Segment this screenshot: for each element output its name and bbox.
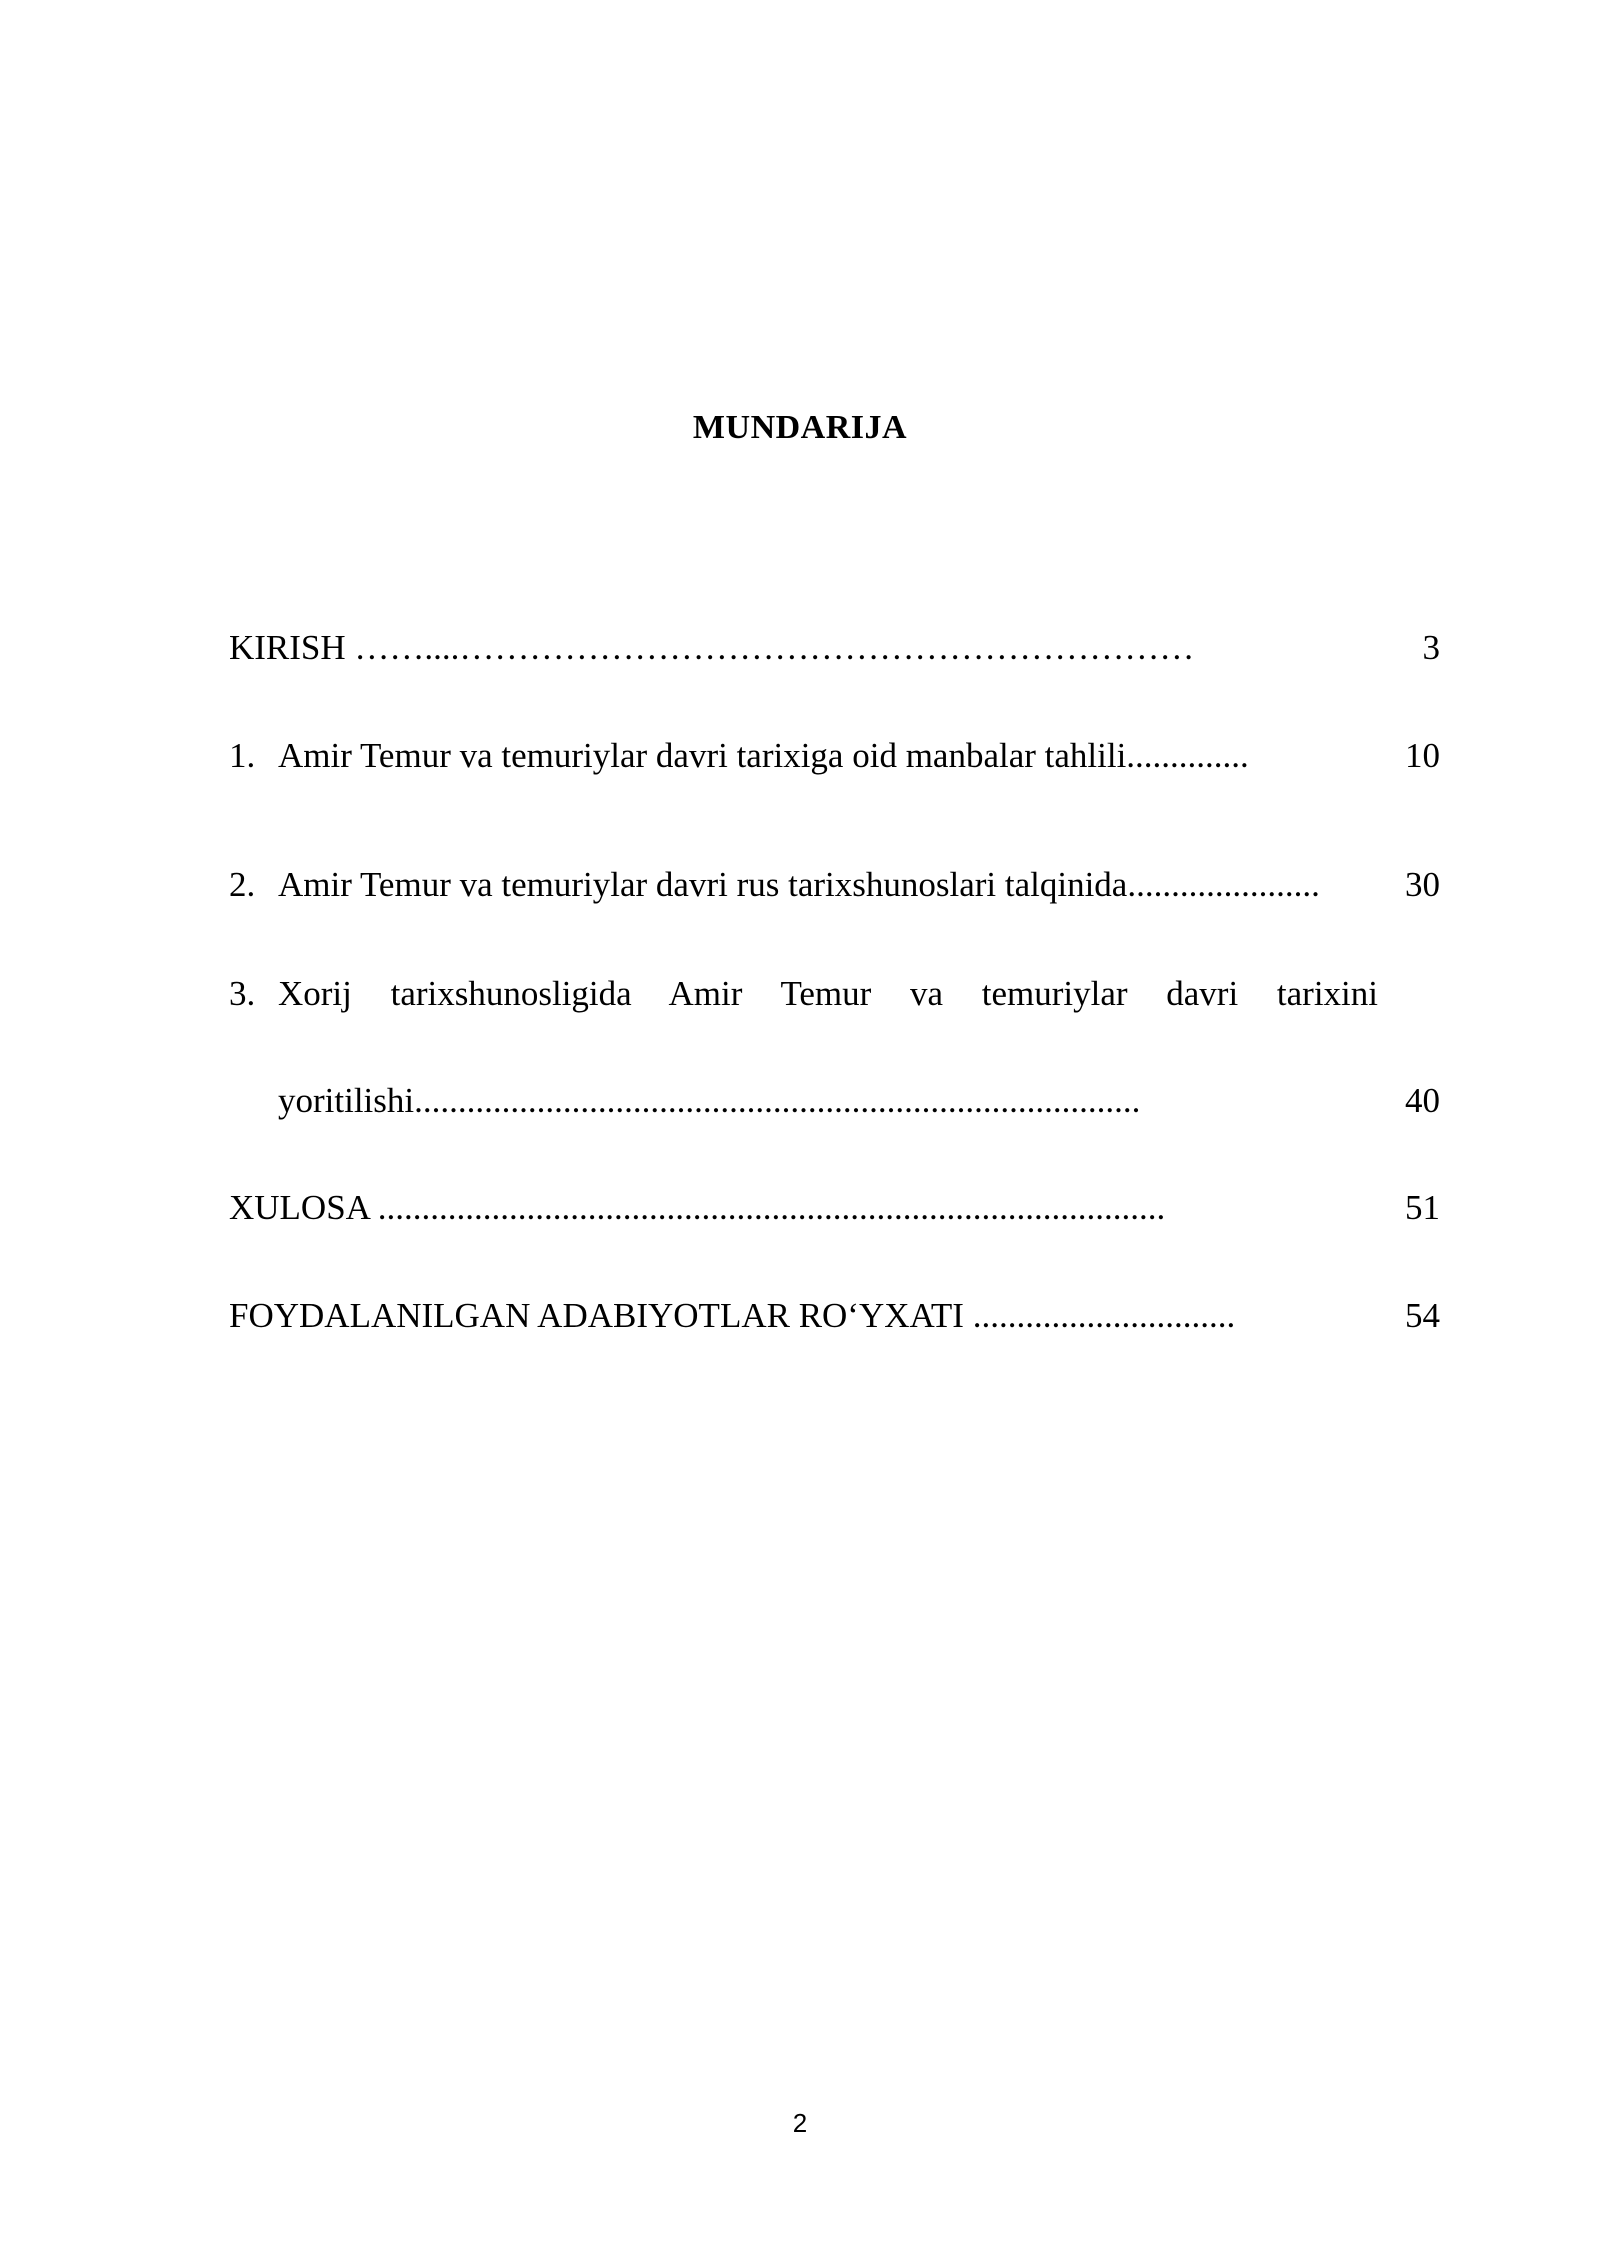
toc-page-1: 10 (1405, 736, 1440, 775)
toc-page-kirish: 3 (1422, 628, 1440, 667)
page-title: MUNDARIJA (692, 409, 908, 446)
toc-entry-xulosa: XULOSA .......................................................................................... (229, 1188, 1166, 1227)
toc-entry-2-number: 2. (229, 865, 256, 904)
page-number: 2 (792, 2108, 808, 2138)
toc-entry-3-text-line1: Xorij tarixshunosligida Amir Temur va temuriylar davri tarixini (278, 974, 1378, 1013)
toc-page-xulosa: 51 (1405, 1188, 1440, 1227)
toc-page-2: 30 (1405, 865, 1440, 904)
toc-page-bibliography: 54 (1405, 1296, 1440, 1335)
toc-entry-3-number: 3. (229, 974, 256, 1013)
toc-entry-2-text: Amir Temur va temuriylar davri rus tarixshunoslari talqinida...................... (278, 865, 1320, 904)
toc-entry-1-text: Amir Temur va temuriylar davri tarixiga oid manbalar tahlili.............. (278, 736, 1249, 775)
toc-entry-3-text-line2: yoritilishi................................................................................... (278, 1081, 1141, 1120)
toc-entry-kirish: KIRISH ……....……………………………………………………… (229, 628, 1195, 667)
toc-page-3: 40 (1405, 1081, 1440, 1120)
toc-entry-bibliography: FOYDALANILGAN ADABIYOTLAR RO‘YXATI .............................. (229, 1296, 1236, 1335)
toc-entry-1-number: 1. (229, 736, 256, 775)
